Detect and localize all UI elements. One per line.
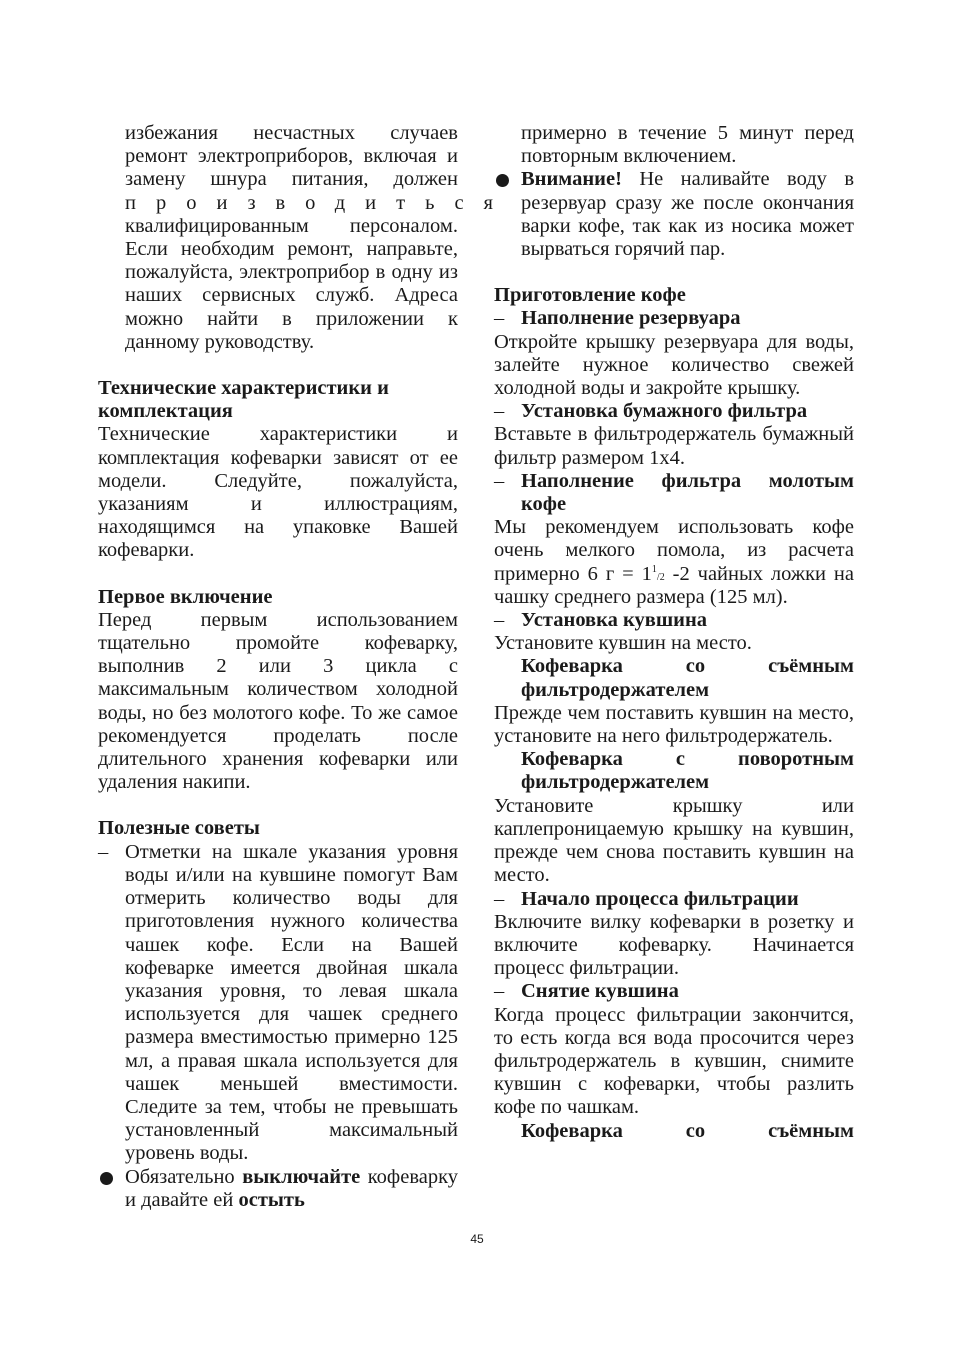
tip2-text-c: кофеварку и давайте ей — [125, 1165, 458, 1211]
ground-text-a: Мы рекомендуем использовать кофе очень мелкого помола, из расчета примерно 6 г = 1 — [494, 516, 854, 585]
repair-text-rest: квалифицированным персоналом. Если необходим ремонт, направьте, пожалуйста, электроприбор в одну из наших сервисных служб. Адреса можно найти в приложении к данному руководству. — [125, 214, 458, 353]
first-use-heading: Первое включение — [98, 585, 273, 608]
repair-text: избежания несчастных случаев ремонт электроприборов, включая и замену шнура питания, должен — [125, 122, 458, 191]
dash-marker: – — [494, 609, 505, 632]
warning-label: Внимание! — [521, 168, 622, 191]
first-use-paragraph: Перед первым использованием тщательно промойте кофеварку, выполнив 2 или 3 цикла с максимальным количеством холодной воды, но без молотого кофе. То же самое рекомендуется проделать после длительного хранения кофеварки или удаления накипи. — [98, 608, 458, 794]
tech-paragraph: Технические характеристики и комплектация кофеварки зависят от ее модели. Следуйте, пожалуйста, указаниям и иллюстрациям, находящимся на упаковке Вашей кофеварки. — [98, 423, 458, 562]
ground-text-b: -2 чайных ложки на чашку среднего размера (125 мл). — [494, 562, 854, 608]
ground-coffee-paragraph — [494, 516, 854, 609]
right-column — [494, 122, 854, 1143]
fill-paragraph: Откройте крышку резервуара для воды, залейте нужное количество свежей холодной воды и закройте крышку. — [494, 330, 854, 400]
repair-paragraph — [98, 122, 513, 354]
tip-item-1 — [98, 841, 458, 1166]
dash-marker: – — [494, 469, 505, 492]
warning-text: Не наливайте воду в резервуар сразу же после окончания варки кофе, так как из носика может вырваться горячий пар. — [521, 168, 854, 261]
tip-item-2 — [98, 1166, 458, 1212]
removable-holder-heading: Кофеварка со съёмным фильтродержателем — [521, 655, 854, 701]
last-heading: Кофеварка со съёмным — [521, 1119, 854, 1142]
removable-holder-paragraph: Прежде чем поставить кувшин на место, установите на него фильтродержатель. — [494, 701, 854, 748]
tip-text-1: Отметки на шкале указания уровня воды и/или на кувшине помогут Вам отмерить количество воды для приготовления нужного количества чашек кофе. Если на Вашей кофеварке имеется двойная шкала указания уровня, то левая шкала используется для чашек среднего размера вместимостью примерно 125 мл, а правая шкала используется для чашек меньшей вместимости. Следите за тем, чтобы не превышать установленный максимальный уровень воды. — [125, 840, 458, 1165]
remove-jug-paragraph: Когда процесс фильтрации закончится, то есть когда вся вода просочится через фильтродержатель в кувшин, снимите кувшин с кофеварки, чтобы разлить кофе по чашкам. — [494, 1003, 854, 1119]
tech-heading: Технические характеристики и комплектация — [98, 377, 389, 423]
swivel-holder-paragraph: Установите крышку или каплепроницаемую крышку на кувшин, прежде чем снова поставить кувшин на место. — [494, 794, 854, 887]
fill-title: Наполнение резервуара — [521, 307, 741, 330]
left-column — [98, 122, 513, 1212]
start-filtration-title: Начало процесса фильтрации — [521, 887, 799, 910]
ground-coffee-title: Наполнение фильтра молотым кофе — [521, 469, 854, 516]
continuation-paragraph: примерно в течение 5 минут перед повторным включением. — [521, 122, 854, 168]
start-filtration-paragraph: Включите вилку кофеварки в розетку и включите кофеварку. Начинается процесс фильтрации. — [494, 910, 854, 980]
prep-heading: Приготовление кофе — [494, 284, 686, 307]
paper-filter-heading — [494, 400, 854, 423]
repair-spaced-word: производиться — [125, 191, 513, 214]
jug-title: Установка кувшина — [521, 609, 708, 632]
tip2-bold-b: выключайте — [242, 1165, 361, 1188]
dash-marker: – — [494, 307, 505, 330]
page-number: 45 — [470, 1232, 484, 1246]
paper-filter-title: Установка бумажного фильтра — [521, 400, 808, 423]
start-filtration-heading — [494, 888, 854, 911]
paper-filter-paragraph: Вставьте в фильтродержатель бумажный фильтр размером 1х4. — [494, 423, 854, 469]
remove-jug-title: Снятие кувшина — [521, 980, 679, 1003]
tip2-text-a: Обязательно — [125, 1165, 243, 1188]
swivel-holder-heading: Кофеварка с поворотным фильтродержателем — [521, 748, 854, 794]
dash-marker: – — [98, 840, 109, 863]
warning-item — [494, 168, 854, 261]
fraction-numerator: 1 — [651, 563, 657, 575]
dash-marker: – — [494, 980, 505, 1003]
tip2-bold-d: остыть — [238, 1188, 305, 1211]
fraction-denominator: /2 — [656, 571, 665, 583]
jug-heading — [494, 609, 854, 632]
tips-heading: Полезные советы — [98, 817, 260, 840]
dash-marker: – — [494, 887, 505, 910]
bullet-icon — [496, 174, 509, 187]
fill-heading — [494, 307, 854, 330]
dash-marker: – — [494, 400, 505, 423]
ground-coffee-heading — [494, 470, 854, 516]
remove-jug-heading — [494, 980, 854, 1003]
jug-paragraph: Установите кувшин на место. — [494, 632, 752, 655]
bullet-icon — [100, 1172, 113, 1185]
